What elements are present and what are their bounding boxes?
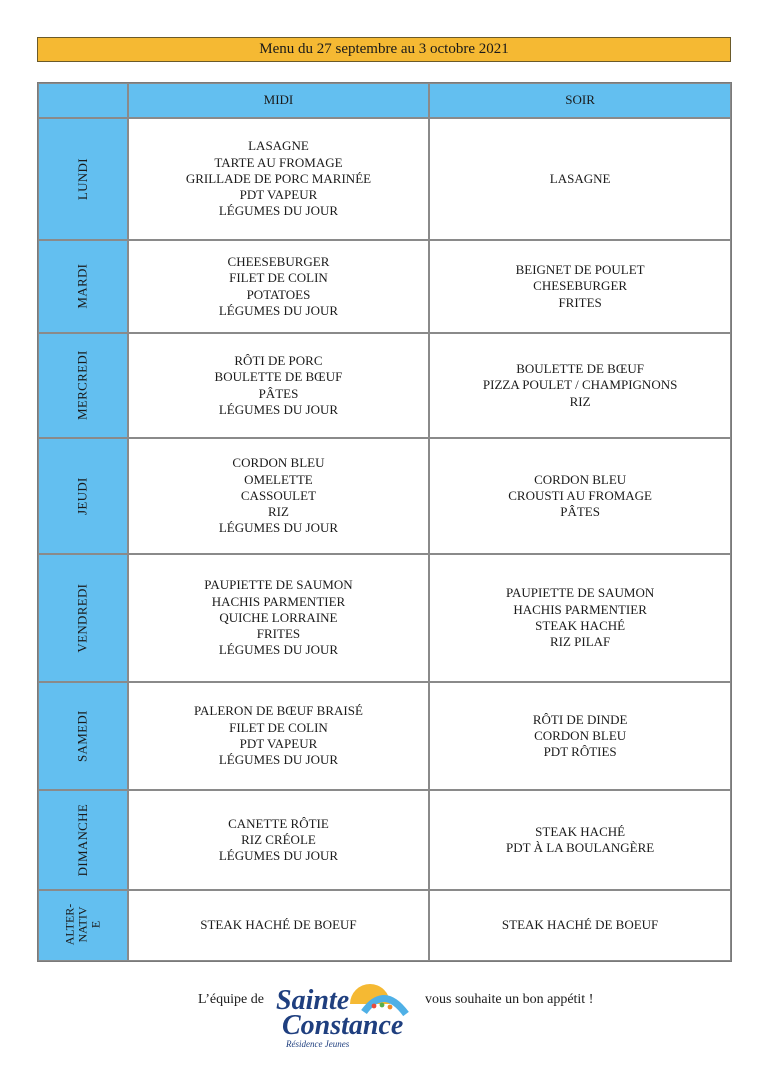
day-label: JEUDI xyxy=(74,477,90,515)
dish-item: CHEESEBURGER xyxy=(227,253,330,269)
midi-cell xyxy=(128,790,430,890)
dish-item: PAUPIETTE DE SAUMON xyxy=(505,585,655,601)
dish-item: LÉGUMES DU JOUR xyxy=(218,642,339,658)
menu-body xyxy=(38,118,731,961)
midi-cell xyxy=(128,554,430,682)
day-label: SAMEDI xyxy=(74,710,90,762)
dish-item: PÂTES xyxy=(560,504,600,520)
dish-item: TARTE AU FROMAGE xyxy=(214,154,343,170)
day-label: LUNDI xyxy=(74,158,90,200)
day-cell xyxy=(38,118,128,240)
soir-cell xyxy=(429,790,731,890)
midi-cell xyxy=(128,682,430,790)
alternative-label-line: NATIV xyxy=(75,906,90,943)
dish-item: CORDON BLEU xyxy=(232,455,325,471)
dish-item: PDT VAPEUR xyxy=(239,736,318,751)
day-label: MARDI xyxy=(74,264,90,309)
menu-table xyxy=(37,82,732,962)
dish-item: LASAGNE xyxy=(248,138,309,154)
dish-item: CHESEBURGER xyxy=(533,278,628,294)
dish-item: FILET DE COLIN xyxy=(229,270,328,286)
corner-cell xyxy=(38,83,128,118)
day-cell xyxy=(38,554,128,682)
alternative-label-line: ALTER- xyxy=(62,904,77,946)
logo-tagline: Résidence Jeunes xyxy=(286,1039,350,1049)
dish-item: PIZZA POULET / CHAMPIGNONS xyxy=(482,377,678,393)
soir-cell xyxy=(429,554,731,682)
dish-item: BEIGNET DE POULET xyxy=(515,262,645,278)
dish-item: POTATOES xyxy=(246,286,311,302)
dish-item: GRILLADE DE PORC MARINÉE xyxy=(185,170,372,186)
midi-cell xyxy=(128,438,430,554)
dish-item: RIZ PILAF xyxy=(549,634,611,650)
soir-cell xyxy=(429,333,731,438)
alternative-soir-cell: STEAK HACHÉ DE BOEUF xyxy=(429,890,731,961)
dish-item: HACHIS PARMENTIER xyxy=(211,593,346,609)
alternative-label-line: E xyxy=(88,921,103,929)
dish-item: PDT À LA BOULANGÈRE xyxy=(506,840,655,855)
dish-item: CORDON BLEU xyxy=(534,471,627,487)
day-cell xyxy=(38,438,128,554)
header-row xyxy=(38,83,731,118)
day-row xyxy=(38,682,731,790)
logo-line2: Constance xyxy=(282,1010,404,1041)
dish-item: LÉGUMES DU JOUR xyxy=(218,203,339,219)
midi-cell xyxy=(128,118,430,240)
dish-item: PDT VAPEUR xyxy=(239,187,318,203)
logo-line1: Sainte xyxy=(276,985,350,1016)
dish-item: FRITES xyxy=(256,626,301,642)
day-row xyxy=(38,438,731,554)
footer-left-text: L’équipe de xyxy=(198,992,264,1007)
dish-item: CASSOULET xyxy=(240,487,317,503)
day-cell xyxy=(38,240,128,333)
dish-item: OMELETTE xyxy=(244,471,313,487)
alternative-label xyxy=(63,904,102,946)
sainte-constance-logo xyxy=(272,978,422,1053)
dish-item: FRITES xyxy=(558,294,602,310)
day-row xyxy=(38,240,731,333)
day-row xyxy=(38,333,731,438)
dish-item: STEAK HACHÉ xyxy=(535,823,626,839)
alternative-label-cell xyxy=(38,890,128,961)
dish-item: FILET DE COLIN xyxy=(229,719,328,735)
dish-item: LÉGUMES DU JOUR xyxy=(218,848,339,864)
dish-item: LASAGNE xyxy=(549,170,611,186)
soir-cell xyxy=(429,240,731,333)
dish-item: RÔTI DE DINDE xyxy=(532,711,628,727)
dish-item: CROUSTI AU FROMAGE xyxy=(508,487,652,503)
soir-cell xyxy=(429,682,731,790)
dish-item: STEAK HACHÉ xyxy=(535,618,626,633)
dish-item: RIZ xyxy=(569,393,591,409)
alternative-row xyxy=(38,890,731,961)
day-cell xyxy=(38,790,128,890)
dish-item: PÂTES xyxy=(258,385,299,401)
header-midi: MIDI xyxy=(128,83,430,118)
dish-item: LÉGUMES DU JOUR xyxy=(218,752,339,768)
soir-cell xyxy=(429,438,731,554)
day-row xyxy=(38,790,731,890)
dish-item: CANETTE RÔTIE xyxy=(228,815,329,831)
day-label: DIMANCHE xyxy=(74,803,90,877)
dish-item: CORDON BLEU xyxy=(534,727,627,743)
day-cell xyxy=(38,682,128,790)
day-cell xyxy=(38,333,128,438)
dish-item: RÔTI DE PORC xyxy=(234,352,323,368)
header-soir: SOIR xyxy=(429,83,731,118)
menu-title: Menu du 27 septembre au 3 octobre 2021 xyxy=(37,37,731,62)
dish-item: LÉGUMES DU JOUR xyxy=(218,302,339,318)
dish-item: BOULETTE DE BŒUF xyxy=(214,369,343,385)
dish-item: HACHIS PARMENTIER xyxy=(513,601,647,617)
day-row xyxy=(38,118,731,240)
dish-item: PALERON DE BŒUF BRAISÉ xyxy=(193,703,363,719)
dish-item: LÉGUMES DU JOUR xyxy=(218,401,339,417)
dish-item: QUICHE LORRAINE xyxy=(219,609,338,625)
dish-item: LÉGUMES DU JOUR xyxy=(218,520,339,536)
midi-cell xyxy=(128,240,430,333)
dish-item: BOULETTE DE BŒUF xyxy=(516,361,645,377)
dish-item: RIZ xyxy=(267,504,289,520)
day-row xyxy=(38,554,731,682)
day-label: MERCREDI xyxy=(74,350,90,421)
day-label: VENDREDI xyxy=(74,583,90,653)
dish-item: PDT RÔTIES xyxy=(543,744,617,760)
dish-item: PAUPIETTE DE SAUMON xyxy=(204,577,353,593)
midi-cell xyxy=(128,333,430,438)
footer xyxy=(0,978,768,1058)
alternative-midi-cell: STEAK HACHÉ DE BOEUF xyxy=(128,890,430,961)
dish-item: RIZ CRÉOLE xyxy=(241,831,316,847)
soir-cell xyxy=(429,118,731,240)
footer-right-text: vous souhaite un bon appétit ! xyxy=(425,992,594,1007)
